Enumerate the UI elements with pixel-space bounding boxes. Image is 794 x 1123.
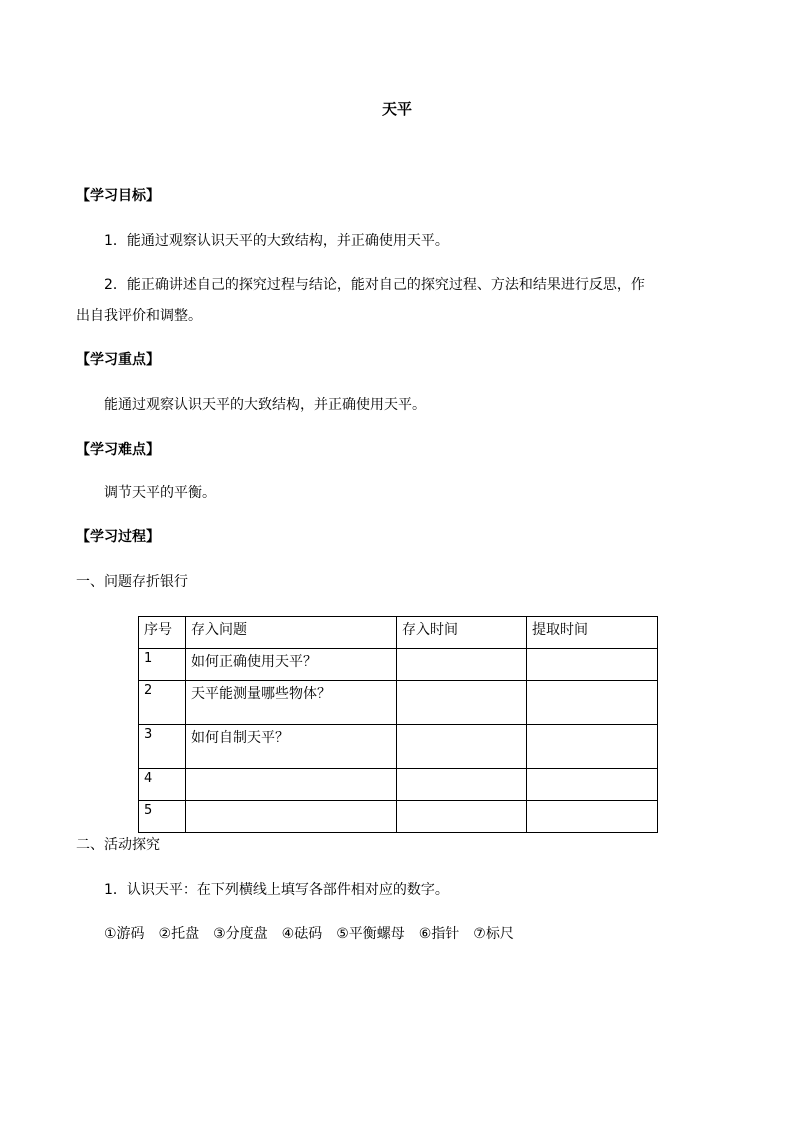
row-withdraw-time	[527, 681, 658, 725]
row-question: 天平能测量哪些物体？	[186, 681, 397, 725]
page-title: 天平	[381, 100, 412, 118]
table-header-row	[139, 617, 658, 649]
row-deposit-time	[397, 681, 527, 725]
header-index: 序号	[139, 617, 186, 649]
process-heading: 【学习过程】	[76, 529, 160, 545]
row-question: 如何自制天平？	[186, 725, 397, 769]
row-question	[186, 801, 397, 833]
row-withdraw-time	[527, 649, 658, 681]
row-index: 5	[139, 801, 186, 833]
row-deposit-time	[397, 725, 527, 769]
goals-heading: 【学习目标】	[76, 188, 160, 204]
row-withdraw-time	[527, 801, 658, 833]
row-index: 1	[139, 649, 186, 681]
question-bank-table	[138, 616, 658, 833]
row-deposit-time	[397, 769, 527, 801]
row-question	[186, 769, 397, 801]
header-deposit-time: 存入时间	[397, 617, 527, 649]
table-row	[139, 649, 658, 681]
difficulty-text: 调节天平的平衡。	[104, 485, 216, 501]
row-deposit-time	[397, 801, 527, 833]
header-withdraw-time: 提取时间	[527, 617, 658, 649]
row-index: 4	[139, 769, 186, 801]
table-row	[139, 681, 658, 725]
goal-2-line-1: 2．能正确讲述自己的探究过程与结论，能对自己的探究过程、方法和结果进行反思，作	[104, 277, 645, 293]
key-points-heading: 【学习重点】	[76, 352, 160, 368]
goal-1: 1．能通过观察认识天平的大致结构，并正确使用天平。	[104, 233, 449, 249]
goal-2-line-2: 出自我评价和调整。	[76, 308, 202, 324]
row-deposit-time	[397, 649, 527, 681]
row-index: 3	[139, 725, 186, 769]
header-question: 存入问题	[186, 617, 397, 649]
table-row	[139, 769, 658, 801]
row-index: 2	[139, 681, 186, 725]
table-row	[139, 801, 658, 833]
part-2-heading: 二、活动探究	[76, 837, 160, 853]
table-row	[139, 725, 658, 769]
difficulty-heading: 【学习难点】	[76, 442, 160, 458]
row-question: 如何正确使用天平？	[186, 649, 397, 681]
activity-1-text: 1．认识天平：在下列横线上填写各部件相对应的数字。	[104, 882, 449, 898]
parts-list: ①游码 ②托盘 ③分度盘 ④砝码 ⑤平衡螺母 ⑥指针 ⑦标尺	[104, 926, 514, 942]
part-1-heading: 一、问题存折银行	[76, 574, 188, 590]
key-points-text: 能通过观察认识天平的大致结构，并正确使用天平。	[104, 397, 426, 413]
row-withdraw-time	[527, 725, 658, 769]
row-withdraw-time	[527, 769, 658, 801]
